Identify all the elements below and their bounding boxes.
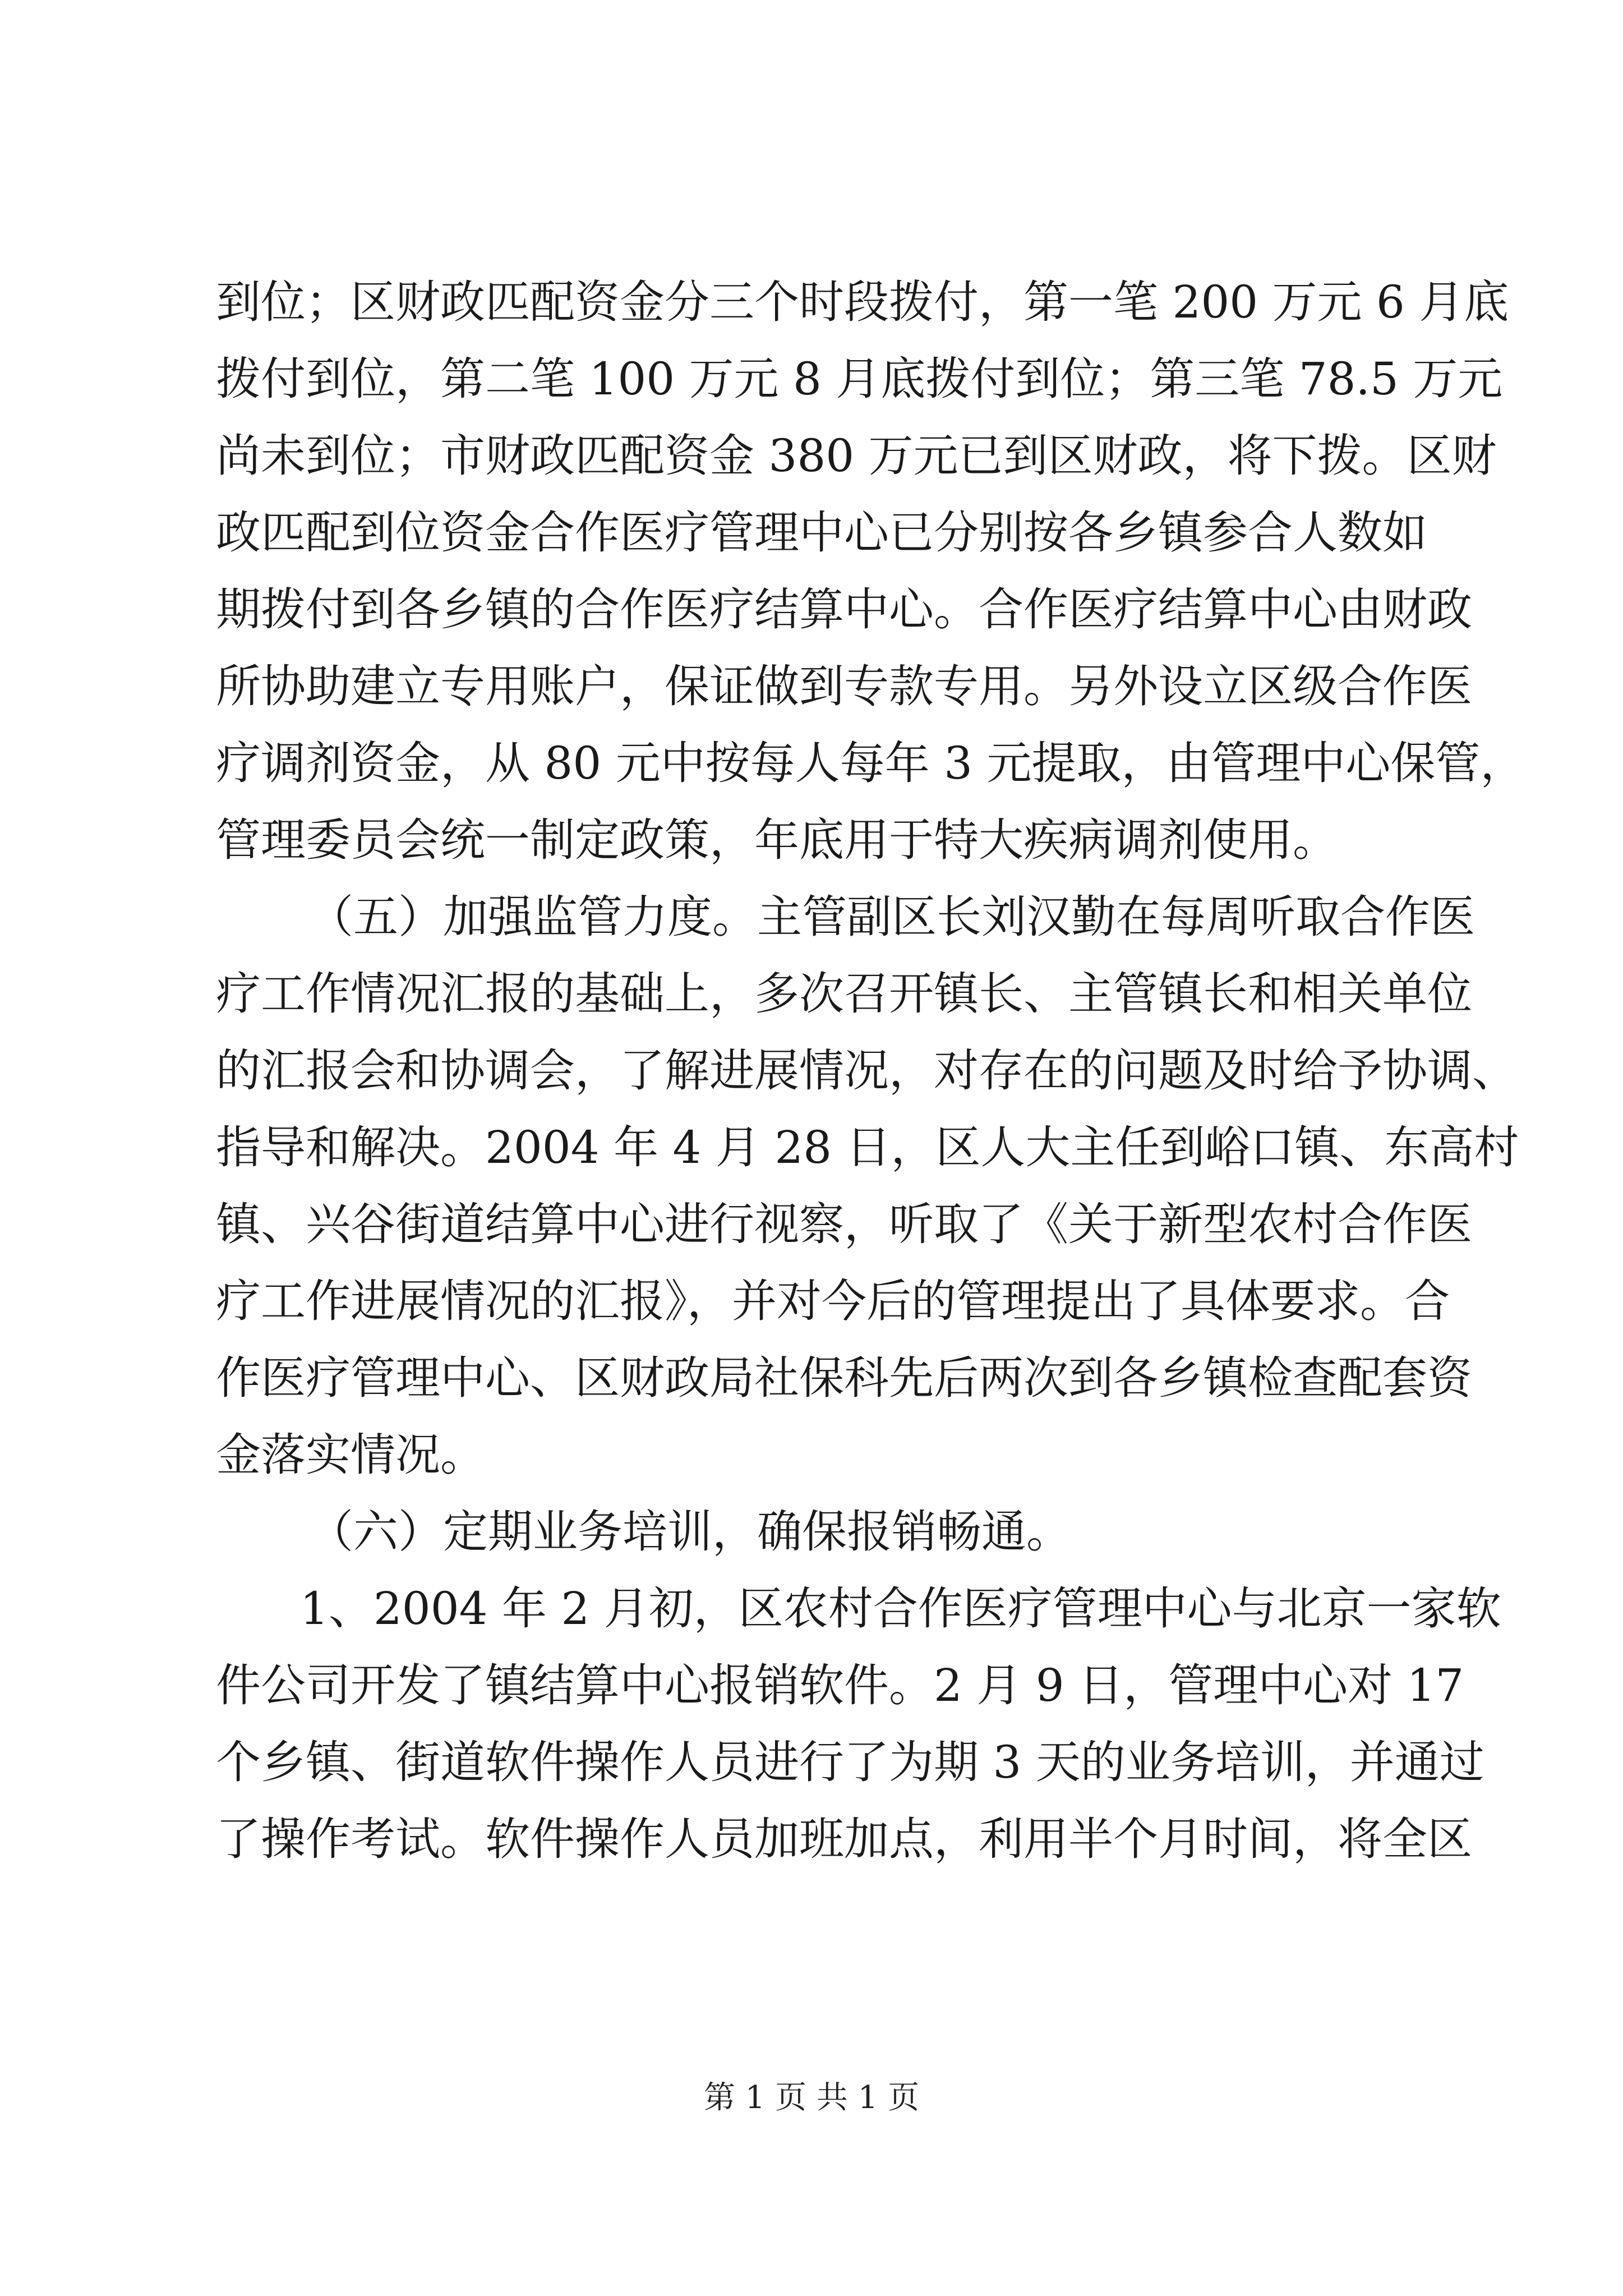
text-line: 镇、兴谷街道结算中心进行视察，听取了《关于新型农村合作医	[216, 1198, 1472, 1250]
text-line: 指导和解决。2004 年 4 月 28 日，区人大主任到峪口镇、东高村	[216, 1121, 1519, 1174]
page-footer: 第 1 页 共 1 页	[703, 2079, 920, 2116]
text-line: 金落实情况。	[216, 1429, 485, 1481]
text-line: 的汇报会和协调会，了解进展情况，对存在的问题及时给予协调、	[216, 1045, 1517, 1097]
section-heading-line: （五）加强监管力度。主管副区长刘汉勤在每周听取合作医	[308, 891, 1475, 943]
text-line: 到位；区财政匹配资金分三个时段拨付，第一笔 200 万元 6 月底	[216, 276, 1509, 328]
text-line: 管理委员会统一制定政策，年底用于特大疾病调剂使用。	[216, 814, 1338, 866]
document-body	[216, 264, 1525, 1878]
text-line: 了操作考试。软件操作人员加班加点，利用半个月时间，将全区	[216, 1813, 1472, 1865]
text-line: 作医疗管理中心、区财政局社保科先后两次到各乡镇检查配套资	[216, 1352, 1472, 1404]
text-line: 个乡镇、街道软件操作人员进行了为期 3 天的业务培训，并通过	[216, 1736, 1484, 1788]
section-heading-line: （六）定期业务培训，确保报销畅通。	[308, 1506, 1071, 1558]
text-line: 政匹配到位资金合作医疗管理中心已分别按各乡镇参合人数如	[216, 507, 1427, 559]
text-line: 所协助建立专用账户，保证做到专款专用。另外设立区级合作医	[216, 660, 1472, 712]
text-line: 件公司开发了镇结算中心报销软件。2 月 9 日，管理中心对 17	[216, 1659, 1464, 1711]
text-line: 疗工作进展情况的汇报》，并对今后的管理提出了具体要求。合	[216, 1275, 1450, 1327]
text-line: 期拨付到各乡镇的合作医疗结算中心。合作医疗结算中心由财政	[216, 583, 1472, 636]
text-line: 疗调剂资金，从 80 元中按每人每年 3 元提取，由管理中心保管，	[216, 737, 1525, 789]
text-line: 尚未到位；市财政匹配资金 380 万元已到区财政，将下拨。区财	[216, 430, 1497, 482]
list-item-line: 1、2004 年 2 月初，区农村合作医疗管理中心与北京一家软	[300, 1582, 1501, 1635]
text-line: 疗工作情况汇报的基础上，多次召开镇长、主管镇长和相关单位	[216, 968, 1472, 1020]
text-line: 拨付到位，第二笔 100 万元 8 月底拨付到位；第三笔 78.5 万元	[216, 353, 1503, 405]
